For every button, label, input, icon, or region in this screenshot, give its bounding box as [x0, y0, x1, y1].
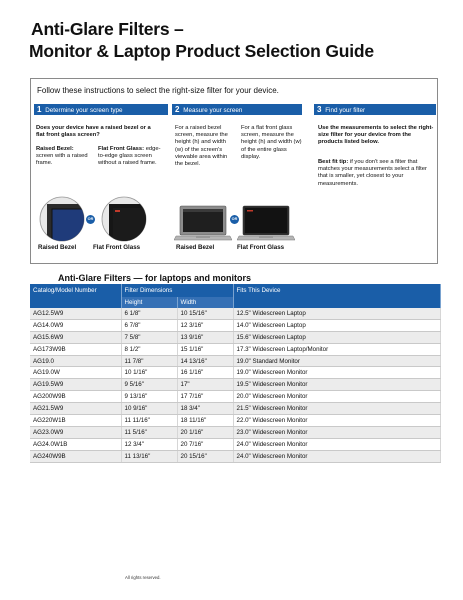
product-table: [30, 284, 441, 463]
cell-model: AG200W9B: [30, 391, 121, 403]
table-row: [30, 426, 440, 438]
cell-height: 11 5/16": [121, 426, 177, 438]
cell-width: 12 3/16": [177, 319, 233, 331]
cell-height: 10 9/16": [121, 403, 177, 415]
step-2-flat-text: For a flat front glass screen, measure the height (h) and width (w) of the entire glass display.: [241, 125, 302, 160]
cell-model: AG220W1B: [30, 415, 121, 427]
step-1-number: 1: [37, 105, 42, 114]
col-header-dimensions: Filter Dimensions: [121, 284, 233, 297]
cell-width: 14 13/16": [177, 355, 233, 367]
cell-height: 11 13/16": [121, 450, 177, 462]
title-line-2: Monitor & Laptop Product Selection Guide: [29, 41, 374, 61]
title-line-1: Anti-Glare Filters –: [31, 19, 184, 39]
table-row: [30, 343, 440, 355]
caption-raised-bezel-1: Raised Bezel: [38, 244, 77, 251]
table-row: [30, 379, 440, 391]
table-row: [30, 438, 440, 450]
cell-height: 7 5/8": [121, 331, 177, 343]
table-row: [30, 367, 440, 379]
raised-bezel-illustration: [35, 196, 89, 242]
cell-height: 9 13/16": [121, 391, 177, 403]
cell-model: AG15.6W9: [30, 331, 121, 343]
cell-fits: 20.0" Widescreen Monitor: [233, 391, 440, 403]
cell-height: 11 7/8": [121, 355, 177, 367]
cell-fits: 23.0" Widescreen Monitor: [233, 426, 440, 438]
cell-model: AG21.5W9: [30, 403, 121, 415]
step-3-number: 3: [317, 105, 322, 114]
step-2-label: Measure your screen: [183, 107, 243, 114]
cell-fits: 24.0" Widescreen Monitor: [233, 450, 440, 462]
cell-width: 20 1/16": [177, 426, 233, 438]
cell-fits: 22.0" Widescreen Monitor: [233, 415, 440, 427]
step-1-label: Determine your screen type: [45, 107, 123, 114]
raised-bezel-desc: screen with a raised frame.: [36, 153, 88, 167]
flat-glass-illustration: [97, 196, 151, 242]
cell-height: 11 11/16": [121, 415, 177, 427]
cell-width: 20 15/16": [177, 450, 233, 462]
step-1-header: [34, 104, 168, 115]
cell-height: 8 1/2": [121, 343, 177, 355]
step-2-or-badge: OR: [230, 215, 239, 224]
col-header-fits: Fits This Device: [233, 284, 440, 297]
cell-model: AG14.0W9: [30, 319, 121, 331]
caption-flat-glass-1: Flat Front Glass: [93, 244, 141, 251]
caption-flat-glass-2: Flat Front Glass: [237, 244, 285, 251]
flat-glass-term: Flat Front Glass:: [98, 146, 145, 152]
step-2-header: [172, 104, 302, 115]
instructions-intro: Follow these instructions to select the right-size filter for your device.: [37, 86, 279, 95]
cell-model: AG24.0W1B: [30, 438, 121, 450]
cell-fits: 17.3" Widescreen Laptop/Monitor: [233, 343, 440, 355]
step-1-or-badge: OR: [86, 215, 95, 224]
table-header-row: [30, 284, 440, 297]
table-row: [30, 415, 440, 427]
cell-fits: 19.0" Standard Monitor: [233, 355, 440, 367]
cell-fits: 19.5" Widescreen Monitor: [233, 379, 440, 391]
cell-width: 18 3/4": [177, 403, 233, 415]
col-header-width: Width: [177, 297, 233, 308]
step-2-raised-text: For a raised bezel screen, measure the height (h) and width (w) of the screen's viewable area within the bezel.: [175, 125, 228, 168]
step-1-question: Does your device have a raised bezel or a flat front glass screen?: [36, 125, 151, 139]
flat-glass-desc: edge-to-edge glass screen without a raised frame.: [98, 146, 161, 167]
table-row: [30, 331, 440, 343]
col-subheader-blank: [30, 297, 121, 308]
flat-glass-definition: [98, 146, 162, 168]
cell-model: AG19.0W: [30, 367, 121, 379]
table-row: [30, 319, 440, 331]
table-row: [30, 355, 440, 367]
cell-width: 10 15/16": [177, 308, 233, 319]
cell-fits: 15.6" Widescreen Laptop: [233, 331, 440, 343]
raised-bezel-term: Raised Bezel:: [36, 146, 74, 152]
cell-fits: 24.0" Widescreen Monitor: [233, 438, 440, 450]
best-fit-tip-term: Best fit tip:: [318, 159, 349, 165]
step-3-label: Find your filter: [325, 107, 366, 114]
table-title: Anti-Glare Filters — for laptops and monitors: [58, 273, 252, 283]
cell-fits: 12.5" Widescreen Laptop: [233, 308, 440, 319]
step-3-main-text: Use the measurements to select the right-size filter for your device from the products listed below.: [318, 125, 434, 146]
cell-height: 10 1/16": [121, 367, 177, 379]
best-fit-tip: [318, 159, 434, 188]
cell-width: 20 7/16": [177, 438, 233, 450]
cell-model: AG19.0: [30, 355, 121, 367]
step-3-header: [314, 104, 436, 115]
caption-raised-bezel-2: Raised Bezel: [176, 244, 215, 251]
cell-height: 6 1/8": [121, 308, 177, 319]
cell-model: AG19.5W9: [30, 379, 121, 391]
col-header-height: Height: [121, 297, 177, 308]
raised-bezel-definition: [36, 146, 91, 168]
table-row: [30, 403, 440, 415]
cell-height: 12 3/4": [121, 438, 177, 450]
step-2-number: 2: [175, 105, 180, 114]
table-row: [30, 391, 440, 403]
cell-model: AG12.5W9: [30, 308, 121, 319]
raised-bezel-laptop-illustration: [174, 205, 232, 243]
cell-width: 17": [177, 379, 233, 391]
cell-width: 16 1/16": [177, 367, 233, 379]
cell-model: AG240W9B: [30, 450, 121, 462]
col-header-model: Catalog/Model Number: [30, 284, 121, 297]
cell-height: 9 5/16": [121, 379, 177, 391]
col-subheader-blank: [233, 297, 440, 308]
best-fit-tip-text: if you don't see a filter that matches your measurements select a filter that is smaller, yet closest to your measurements.: [318, 159, 427, 187]
cell-fits: 19.0" Widescreen Monitor: [233, 367, 440, 379]
table-row: [30, 450, 440, 462]
table-row: [30, 308, 440, 319]
page-title: [29, 18, 449, 62]
flat-glass-laptop-illustration: [237, 205, 295, 243]
cell-width: 17 7/16": [177, 391, 233, 403]
cell-width: 18 11/16": [177, 415, 233, 427]
cell-width: 15 1/16": [177, 343, 233, 355]
cell-model: AG173W9B: [30, 343, 121, 355]
cell-model: AG23.0W9: [30, 426, 121, 438]
cell-fits: 14.0" Widescreen Laptop: [233, 319, 440, 331]
cell-height: 6 7/8": [121, 319, 177, 331]
instructions-panel: [30, 78, 438, 264]
cell-fits: 21.5" Widescreen Monitor: [233, 403, 440, 415]
table-subheader-row: [30, 297, 440, 308]
footer-rights: All rights reserved.: [125, 575, 161, 580]
cell-width: 13 9/16": [177, 331, 233, 343]
